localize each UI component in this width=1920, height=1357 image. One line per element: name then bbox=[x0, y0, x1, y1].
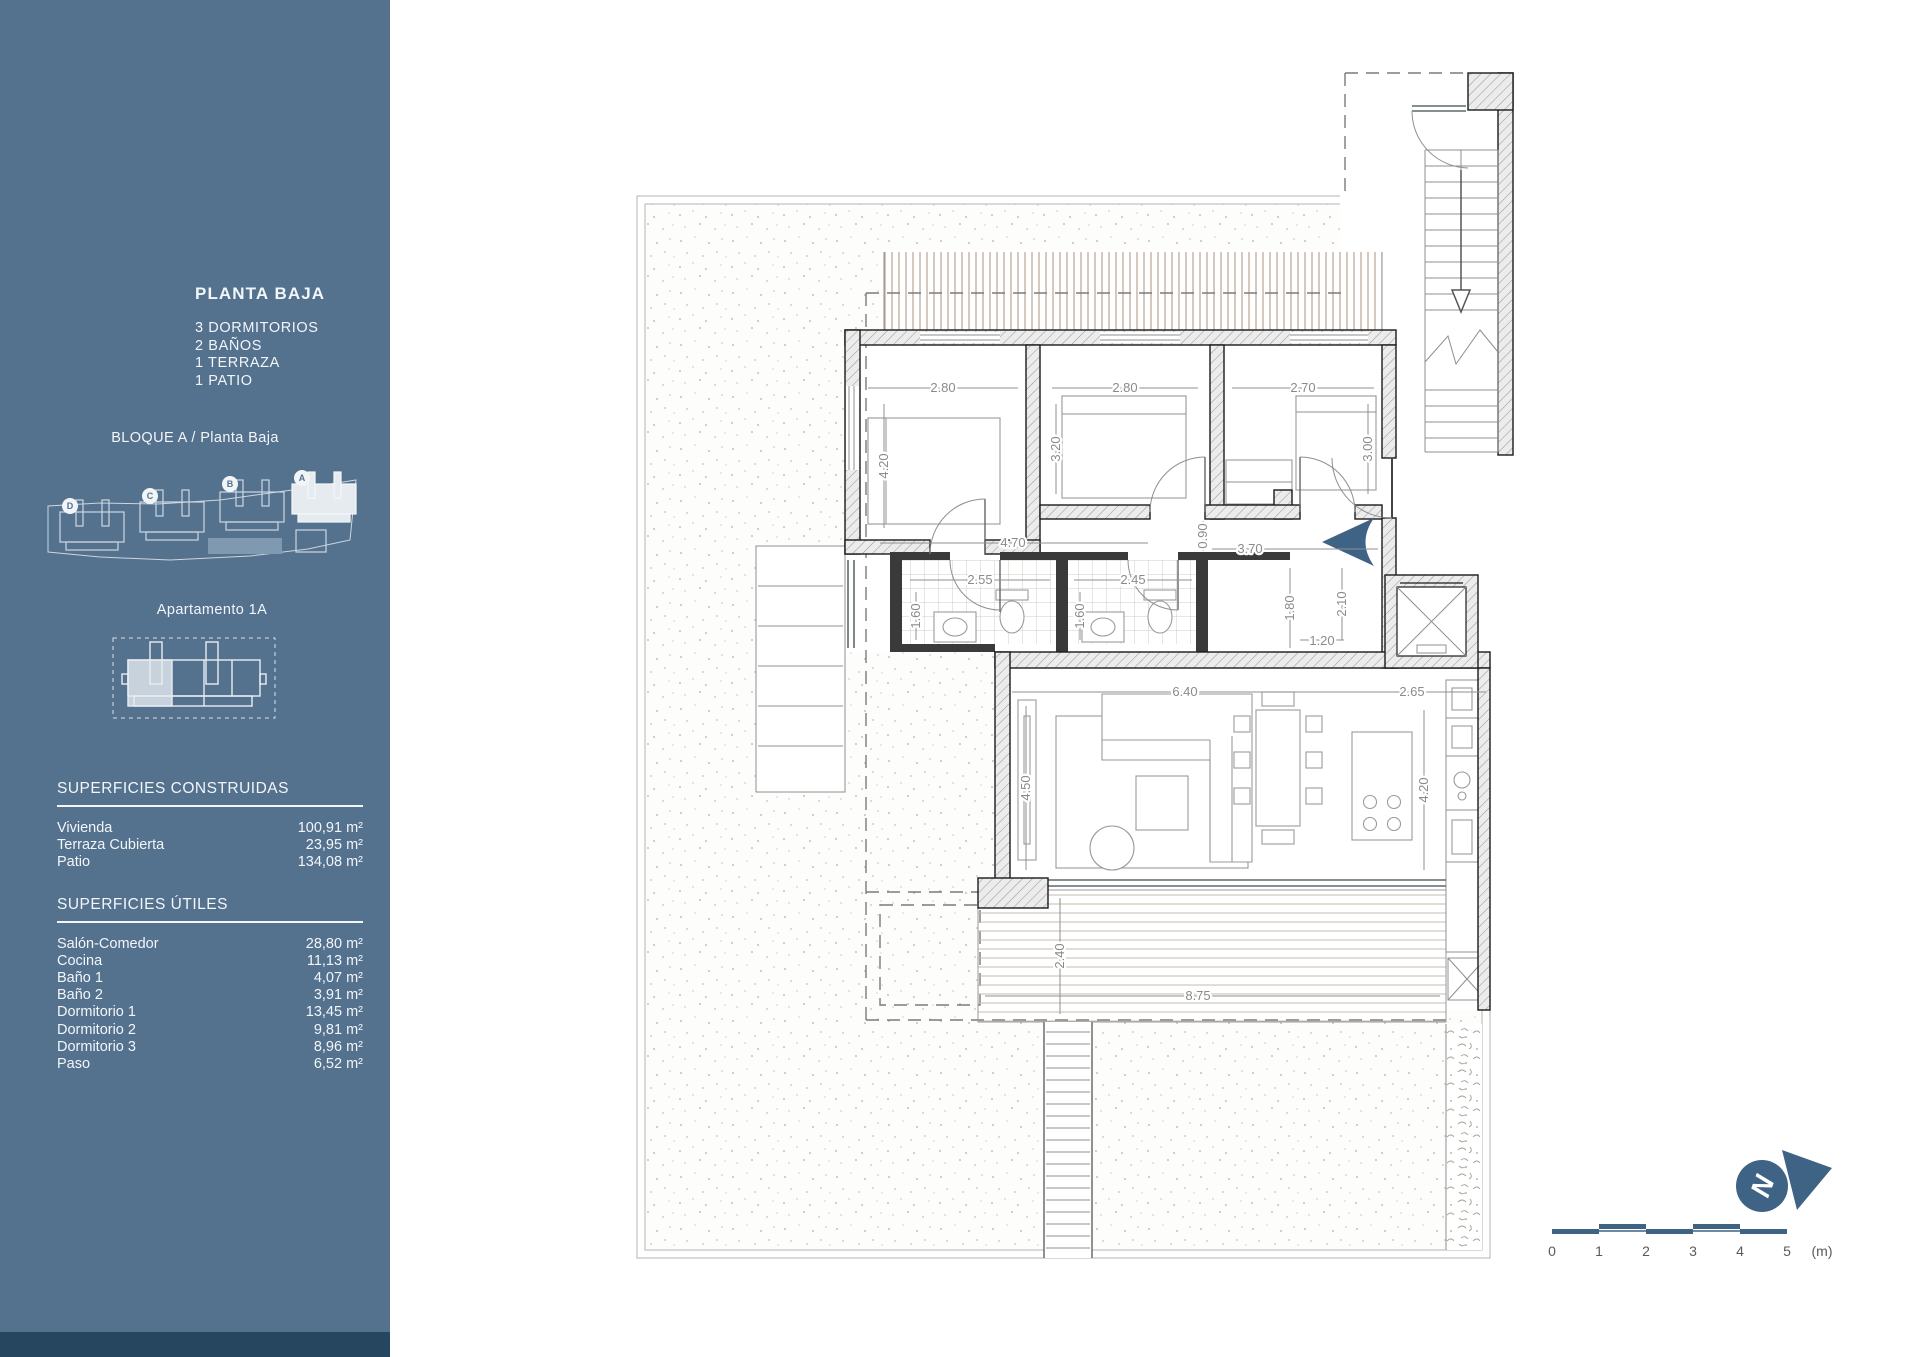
constructed-heading: SUPERFICIES CONSTRUIDAS bbox=[57, 780, 363, 807]
sink-bath1 bbox=[934, 612, 976, 642]
dim-label: 8.75 bbox=[1185, 988, 1211, 1003]
row-label: Cocina bbox=[57, 952, 103, 969]
table-row bbox=[57, 1022, 363, 1039]
north-letter: N bbox=[1744, 1171, 1781, 1201]
sidebar bbox=[0, 0, 390, 1332]
dim-label: 6.40 bbox=[1172, 684, 1198, 699]
dim-label: 3.00 bbox=[1360, 436, 1375, 462]
row-label: Dormitorio 2 bbox=[57, 1021, 136, 1038]
dim-label: 2.45 bbox=[1120, 572, 1146, 587]
table-row bbox=[57, 970, 363, 987]
row-value: 9,81 m² bbox=[313, 1021, 363, 1038]
scale-tick: 1 bbox=[1595, 1243, 1603, 1259]
row-value: 13,45 m² bbox=[305, 1004, 363, 1021]
dim-label: 4.20 bbox=[876, 453, 891, 479]
feature-item: 1 PATIO bbox=[195, 372, 253, 389]
row-value: 134,08 m² bbox=[297, 854, 363, 871]
kitchen-island bbox=[1352, 732, 1412, 840]
window-north-3 bbox=[1290, 332, 1368, 343]
row-value: 6,52 m² bbox=[313, 1056, 363, 1073]
vegetation-strip bbox=[1446, 1024, 1482, 1250]
dim-label: 1.60 bbox=[1072, 603, 1087, 629]
row-value: 100,91 m² bbox=[297, 820, 363, 836]
row-label: Dormitorio 1 bbox=[57, 1004, 136, 1021]
coffee-table bbox=[1136, 776, 1188, 830]
site-letter: A bbox=[298, 473, 306, 483]
dim-label: 2.65 bbox=[1399, 684, 1425, 699]
row-value: 11,13 m² bbox=[306, 952, 363, 969]
site-letter: C bbox=[146, 491, 154, 501]
table-row bbox=[57, 854, 363, 871]
dim-label: 2.55 bbox=[967, 572, 993, 587]
feature-list bbox=[195, 320, 319, 390]
scale-unit: (m) bbox=[1811, 1243, 1833, 1259]
scale-tick: 5 bbox=[1783, 1243, 1791, 1259]
walkway bbox=[1044, 1022, 1092, 1258]
dim-label: 3.20 bbox=[1048, 436, 1063, 462]
row-value: 28,80 m² bbox=[305, 935, 363, 952]
useful-rows bbox=[57, 936, 363, 1074]
site-plan-mini bbox=[40, 454, 364, 572]
table-row bbox=[57, 820, 363, 837]
dim-label: 3.70 bbox=[1237, 541, 1263, 556]
window-west bbox=[846, 386, 859, 470]
window-north-1 bbox=[920, 332, 1000, 343]
row-label: Paso bbox=[57, 1056, 91, 1073]
dim-label: 1.60 bbox=[908, 603, 923, 629]
scale-tick: 2 bbox=[1642, 1243, 1650, 1259]
scale-tick: 0 bbox=[1548, 1243, 1556, 1259]
row-label: Terraza Cubierta bbox=[57, 837, 165, 854]
scale-tick: 4 bbox=[1736, 1243, 1744, 1259]
row-label: Vivienda bbox=[57, 820, 113, 836]
dim-label: 2.80 bbox=[1112, 380, 1138, 395]
feature-item: 3 DORMITORIOS bbox=[195, 320, 319, 336]
sink-bath2 bbox=[1082, 612, 1124, 642]
table-row bbox=[57, 1004, 363, 1021]
row-value: 8,96 m² bbox=[313, 1038, 363, 1055]
row-value: 4,07 m² bbox=[313, 970, 363, 987]
site-letter: B bbox=[226, 479, 234, 489]
table-row bbox=[57, 1039, 363, 1056]
table-row bbox=[57, 1056, 363, 1073]
north-arrow-icon bbox=[1736, 1150, 1832, 1212]
bed-dormitorio2 bbox=[1062, 396, 1186, 498]
apartment-label: Apartamento 1A bbox=[156, 602, 268, 618]
row-label: Patio bbox=[57, 854, 91, 871]
scale-tick: 3 bbox=[1689, 1243, 1697, 1259]
surface-tables bbox=[57, 780, 363, 1073]
row-value: 23,95 m² bbox=[305, 837, 363, 854]
dim-label: 0.90 bbox=[1195, 523, 1210, 549]
table-row bbox=[57, 837, 363, 854]
dim-label: 2.80 bbox=[930, 380, 956, 395]
site-pool bbox=[208, 538, 282, 554]
row-value: 3,91 m² bbox=[313, 987, 363, 1004]
page-title: PLANTA BAJA bbox=[195, 284, 326, 303]
dim-label: 2.10 bbox=[1334, 591, 1349, 617]
pouf bbox=[1090, 826, 1134, 870]
feature-item: 1 TERRAZA bbox=[195, 355, 280, 371]
dim-label: 4.50 bbox=[1018, 775, 1033, 801]
site-letter: D bbox=[66, 501, 74, 511]
dim-label: 2.70 bbox=[1290, 380, 1316, 395]
table-row bbox=[57, 936, 363, 953]
useful-heading: SUPERFICIES ÚTILES bbox=[57, 896, 363, 923]
row-label: Dormitorio 3 bbox=[57, 1038, 136, 1055]
row-label: Salón-Comedor bbox=[57, 935, 159, 952]
table-row bbox=[57, 953, 363, 970]
dim-label: 1.80 bbox=[1282, 595, 1297, 621]
apartment-plan-mini bbox=[108, 630, 282, 726]
row-label: Baño 2 bbox=[57, 987, 103, 1004]
dim-label: 1.20 bbox=[1309, 633, 1335, 648]
scale-bar bbox=[1548, 1224, 1832, 1259]
deck-terrace bbox=[978, 890, 1446, 1022]
table-row bbox=[57, 987, 363, 1004]
pergola-slats bbox=[884, 252, 1382, 330]
dim-label: 4.70 bbox=[1000, 535, 1026, 550]
dim-label: 4.20 bbox=[1416, 777, 1431, 803]
constructed-rows bbox=[57, 820, 363, 872]
row-label: Baño 1 bbox=[57, 970, 103, 987]
dim-label: 2.40 bbox=[1052, 943, 1067, 969]
feature-item: 2 BAÑOS bbox=[195, 337, 263, 354]
window-north-2 bbox=[1100, 332, 1180, 343]
block-label: BLOQUE A / Planta Baja bbox=[111, 430, 279, 446]
elevator-icon bbox=[1385, 575, 1478, 668]
sidebar-footer-strip bbox=[0, 1332, 390, 1357]
